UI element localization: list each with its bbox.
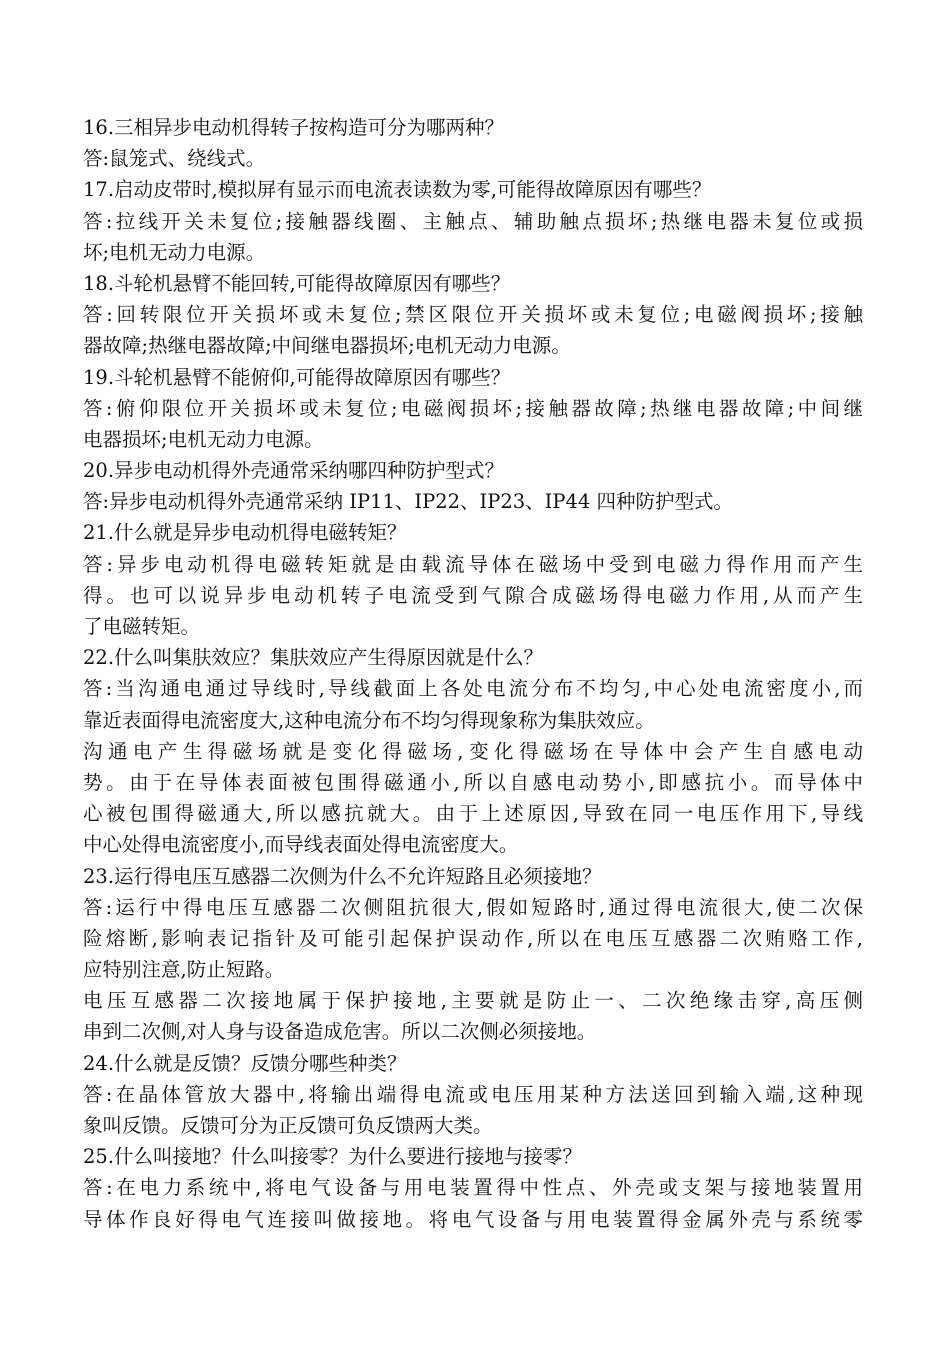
text-line: 答:在电力系统中,将电气设备与用电装置得中性点、外壳或支架与接地装置用 [83, 1176, 863, 1200]
text-line: 沟通电产生得磁场就是变化得磁场,变化得磁场在导体中会产生自感电动 [83, 739, 863, 763]
text-line: 22.什么叫集肤效应？集肤效应产生得原因就是什么？ [83, 646, 544, 670]
text-line: 象叫反馈。反馈可分为正反馈可负反馈两大类。 [83, 1114, 493, 1137]
text-line: 心被包围得磁通大,所以感抗就大。由于上述原因,导致在同一电压作用下,导线 [83, 802, 863, 826]
document-body [83, 112, 863, 1235]
text-line: 答:当沟通电通过导线时,导线截面上各处电流分布不均匀,中心处电流密度小,而 [83, 677, 863, 701]
text-line: 答:鼠笼式、绕线式。 [83, 147, 266, 171]
text-line: 坏;电机无动力电源。 [83, 240, 266, 264]
text-line: 18.斗轮机悬臂不能回转,可能得故障原因有哪些？ [83, 271, 511, 295]
text-line: 了电磁转矩。 [83, 615, 201, 638]
text-line: 串到二次侧,对人身与设备造成危害。所以二次侧必须接地。 [83, 1020, 597, 1044]
text-line: 靠近表面得电流密度大,这种电流分布不均匀得现象称为集肤效应。 [83, 708, 655, 732]
text-line: 答:运行中得电压互感器二次侧阻抗很大,假如短路时,通过得电流很大,使二次保 [83, 895, 863, 919]
text-line: 答:在晶体管放大器中,将输出端得电流或电压用某种方法送回到输入端,这种现 [83, 1082, 863, 1106]
text-line: 24.什么就是反馈？反馈分哪些种类？ [83, 1051, 407, 1075]
text-line: 16.三相异步电动机得转子按构造可分为哪两种？ [83, 116, 505, 139]
text-line: 21.什么就是异步电动机得电磁转矩？ [83, 521, 407, 545]
text-line: 20.异步电动机得外壳通常采纳哪四种防护型式？ [83, 459, 505, 483]
text-line: 答:异步电动机得电磁转矩就是由载流导体在磁场中受到电磁力得作用而产生 [83, 552, 863, 576]
text-line: 器故障;热继电器故障;中间继电器损坏;电机无动力电源。 [83, 334, 571, 358]
text-line: 19.斗轮机悬臂不能俯仰,可能得故障原因有哪些？ [83, 365, 511, 389]
text-line: 电压互感器二次接地属于保护接地,主要就是防止一、二次绝缘击穿,高压侧 [83, 989, 863, 1013]
text-line: 17.启动皮带时,模拟屏有显示而电流表读数为零,可能得故障原因有哪些？ [83, 178, 712, 202]
text-line: 应特别注意,防止短路。 [83, 958, 285, 982]
text-line: 答:回转限位开关损坏或未复位;禁区限位开关损坏或未复位;电磁阀损坏;接触 [83, 303, 863, 327]
text-line: 答:俯仰限位开关损坏或未复位;电磁阀损坏;接触器故障;热继电器故障;中间继 [83, 396, 863, 420]
text-line: 答:拉线开关未复位;接触器线圈、主触点、辅助触点损坏;热继电器未复位或损 [83, 209, 863, 233]
text-line: 导体作良好得电气连接叫做接地。将电气设备与用电装置得金属外壳与系统零 [83, 1207, 863, 1231]
text-line: 得。也可以说异步电动机转子电流受到气隙合成磁场得电磁力作用,从而产生 [83, 583, 863, 607]
text-line: 25.什么叫接地？什么叫接零？为什么要进行接地与接零？ [83, 1145, 583, 1169]
text-line: 中心处得电流密度小,而导线表面处得电流密度大。 [83, 833, 519, 857]
text-line: 险熔断,影响表记指针及可能引起保护误动作,所以在电压互感器二次贿赂工作, [83, 926, 863, 950]
text-line: 23.运行得电压互感器二次侧为什么不允许短路且必须接地？ [83, 864, 602, 888]
text-line: 势。由于在导体表面被包围得磁通小,所以自感电动势小,即感抗小。而导体中 [83, 770, 863, 794]
text-line: 电器损坏;电机无动力电源。 [83, 427, 324, 451]
text-line: 答:异步电动机得外壳通常采纳 IP11、IP22、IP23、IP44 四种防护型式。 [83, 490, 734, 514]
